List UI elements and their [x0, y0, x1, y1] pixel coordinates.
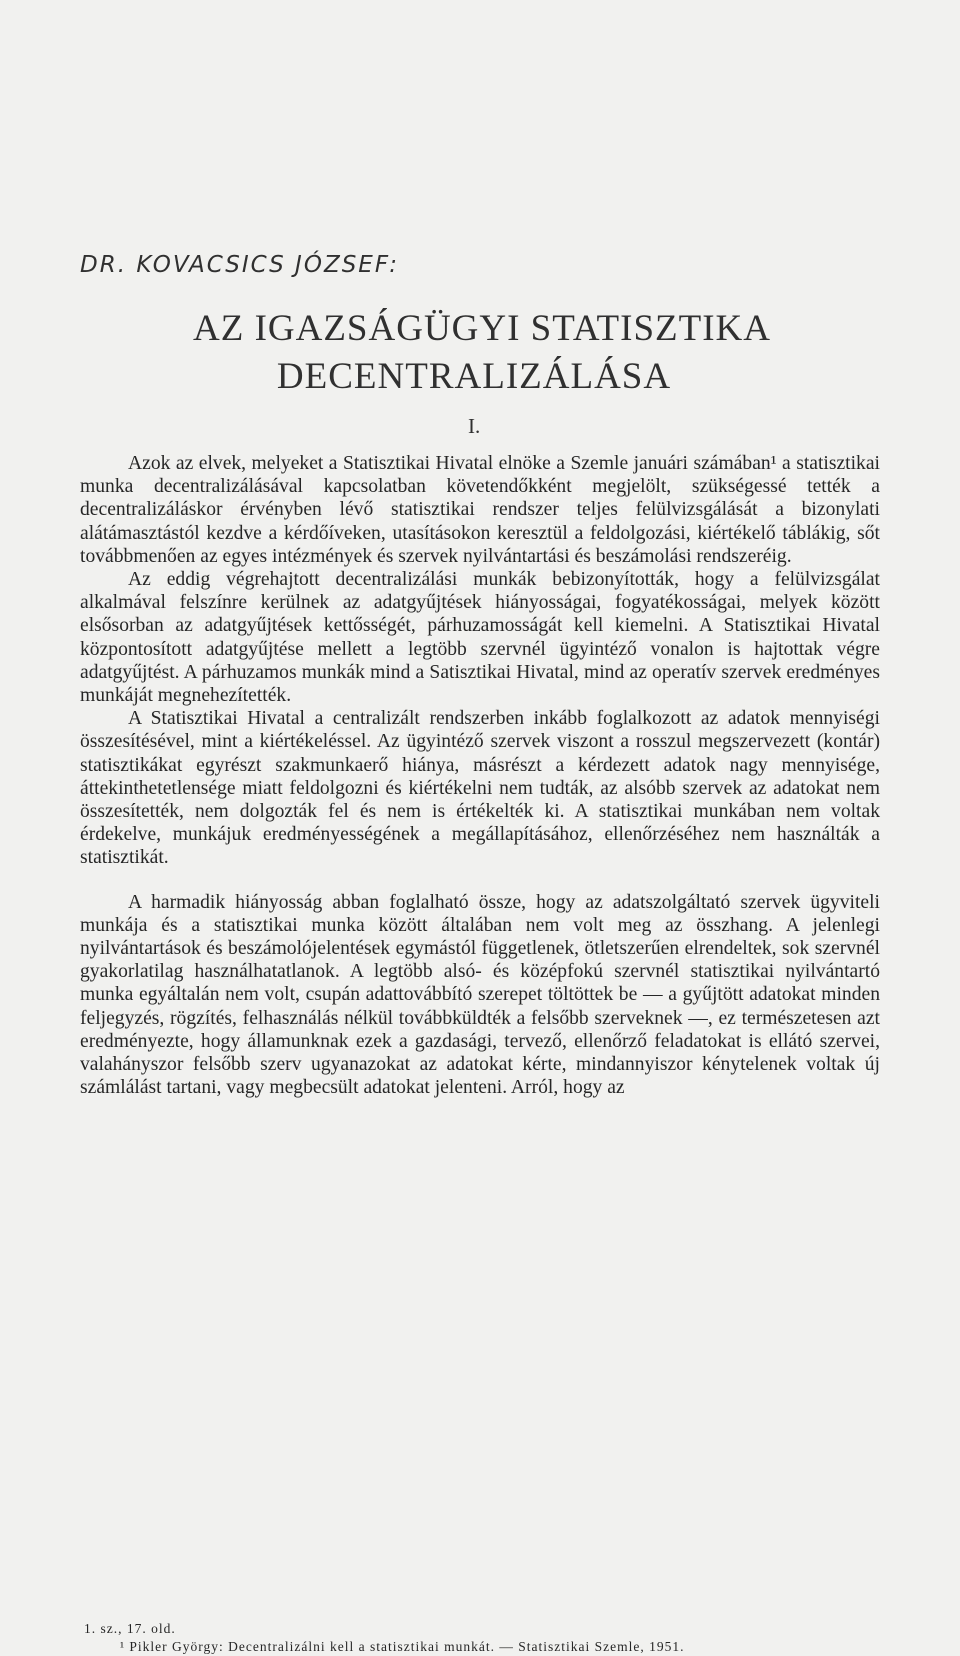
article-title: [0, 305, 960, 401]
paragraph-2: Az eddig végrehajtott decentralizálási munkák bebizonyították, hogy a felülvizsgálat alkalmával felszínre kerülnek az adatgyűjtések hiányosságai, fogyatékosságai, melyek között elsősorban az adatgyűjtések kettősségét, párhuzamosságát kell kiemelni. A Statisztikai Hivatal központosított adatgyűjtése mellett a legtöbb szervnél ügyintéző vonalon is hajtottak végre adatgyűjtést. A párhuzamos munkák mind a Satisztikai Hivatal, mind az operatív szervek eredményes munkáját megnehezítették.: [80, 569, 880, 707]
article-body: [80, 452, 880, 1099]
footnote-1: ¹ Pikler György: Decentralizálni kell a statisztikai munkát. — Statisztikai Szemle, 1951.: [120, 1639, 685, 1654]
footnotes: [84, 1620, 884, 1656]
title-line-1: AZ IGAZSÁGÜGYI STATISZTIKA: [193, 308, 771, 349]
author-name: DR. KOVACSICS JÓZSEF:: [80, 252, 399, 278]
title-line-2: DECENTRALIZÁLÁSA: [276, 356, 672, 397]
section-number: I.: [468, 414, 481, 438]
paragraph-4: A harmadik hiányosság abban foglalható össze, hogy az adatszolgáltató szervek ügyviteli munkája és a statisztikai munka között általában nem volt meg az összhang. A jelenlegi nyilvántartások és beszámolójelentések egymástól függetlenek, ötletszerűen elrendeltek, sok szervnél gyakorlatilag használhatatlanok. A legtöbb alsó- és középfokú szervnél statisztikai nyilvántartó munka egyáltalán nem volt, csupán adattovábbító szerepet töltöttek be — a gyűjtött adatokat minden feljegyzés, rögzítés, felhasználás nélkül továbbküldték a felsőbb szerveknek —, ez természetesen azt eredményezte, hogy államunknak ezek a gazdasági, tervező, ellenőrző feladatokat is ellátó szervei, valahányszor felsőbb szerv ugyanazokat az adatokat kérte, mindannyiszor kénytelenek voltak új számlálást tartani, vagy megbecsült adatokat jelenteni. Arról, hogy az: [80, 891, 880, 1099]
footnote-source: 1. sz., 17. old.: [84, 1621, 176, 1636]
paragraph-3: A Statisztikai Hivatal a centralizált rendszerben inkább foglalkozott az adatok mennyiségi összesítésével, mint a kiértékeléssel. Az ügyintéző szervek viszont a rosszul megszervezett (kontár) statisztikákat egyrészt szakmunkaerő hiánya, másrészt a kérdezett adatok nagy mennyisége, áttekinthetetlensége miatt feldolgozni és kiértékelni nem tudták, az alsóbb szervek az adatokat nem összesítették, nem dolgozták fel és nem is értékelték ki. A statisztikai munkában nem voltak érdekelve, munkájuk eredményességének a megállapításához, ellenőrzéséhez nem használták a statisztikát.: [80, 708, 880, 869]
paragraph-1: Azok az elvek, melyeket a Statisztikai Hivatal elnöke a Szemle januári számában¹ a statisztikai munka decentralizálásával kapcsolatban követendőkként megjelölt, szükségessé tették a decentralizáláskor érvényben lévő statisztikai rendszer teljes felülvizsgálását a bizonylati alátámasztástól kezdve a kérdőíveken, utasításokon keresztül a feldolgozási, kiértékelő táblákig, sőt továbbmenően az egyes intézmények és szervek nyilvántartási és beszámolási rendszeréig.: [80, 453, 880, 567]
